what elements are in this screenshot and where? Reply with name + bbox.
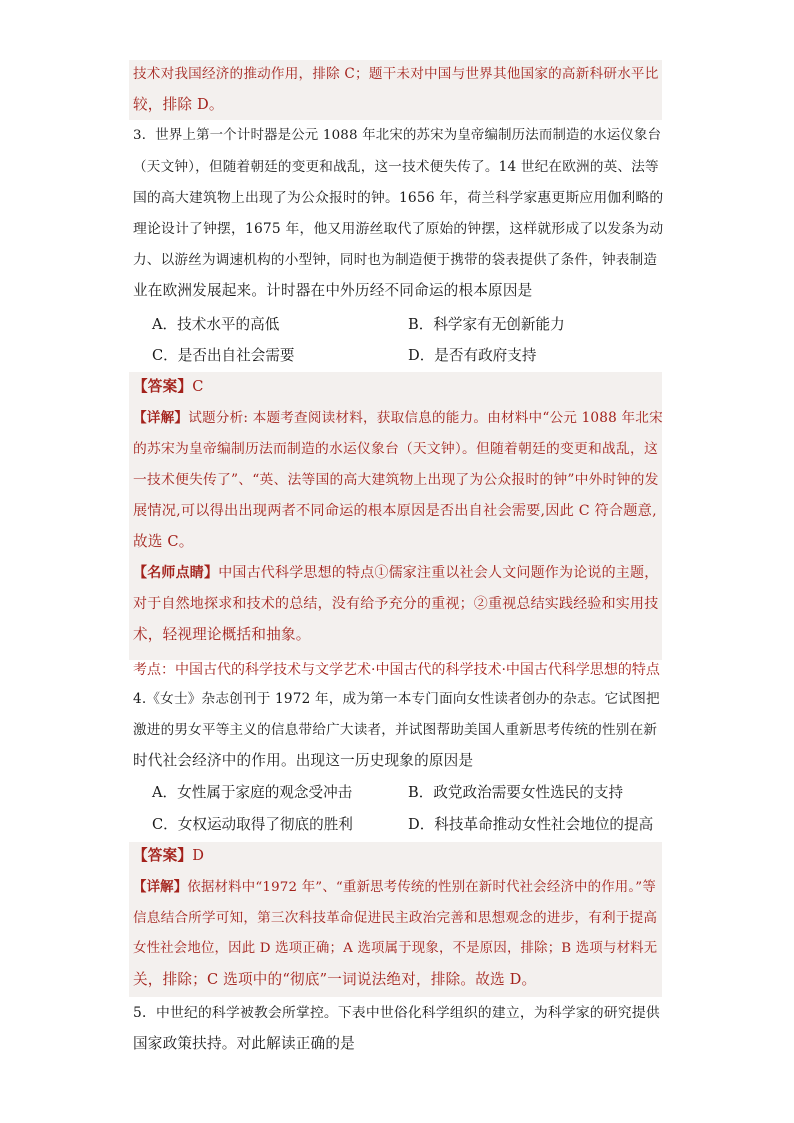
- q3-stem-line-4: 理论设计了钟摆，1675 年，他又用游丝取代了原始的钟摆，这样就形成了以发条为动: [133, 221, 664, 237]
- q3-detail-line-5: 故选 C。: [133, 533, 194, 550]
- q3-option-d: D．是否有政府支持: [408, 347, 537, 364]
- prev-answer-line-2: 较，排除 D。: [133, 96, 224, 113]
- prev-answer-line-1: 技术对我国经济的推动作用，排除 C；题干未对中国与世界其他国家的高新科研水平比: [133, 66, 659, 82]
- q3-tip-line-1: [133, 563, 661, 583]
- q3-detail-text-1: 试题分析: 本题考查阅读材料，获取信息的能力。由材料中“公元 1088 年北宋: [188, 410, 663, 426]
- q4-detail-line-4: 关，排除；C 选项中的“彻底”一词说法绝对，排除。故选 D。: [133, 971, 537, 988]
- q4-option-a: A．女性属于家庭的观念受冲击: [152, 784, 353, 801]
- q5-stem-line-2: 国家政策扶持。对此解读正确的是: [133, 1035, 355, 1052]
- q4-detail-line-3: 女性社会地位，因此 D 选项正确；A 选项属于现象，不是原因，排除；B 选项与材料无: [133, 941, 658, 956]
- q3-kaodian: 考点：中国古代的科学技术与文学艺术·中国古代的科学技术·中国古代科学思想的特点: [133, 662, 660, 678]
- q3-answer-value: C: [192, 378, 204, 395]
- q3-detail-line-1: [133, 408, 661, 428]
- q4-stem-line-1: 4.《女士》杂志创刊于 1972 年，成为第一本专门面向女性读者创办的杂志。它试图把: [133, 691, 660, 707]
- q3-detail-line-4: 展情况,可以得出出现两者不同命运的根本原因是否出自社会需要,因此 C 符合题意,: [133, 503, 657, 519]
- q3-answer-label: 【答案】: [133, 378, 193, 395]
- q3-stem-line-1: 3．世界上第一个计时器是公元 1088 年北宋的苏宋为皇帝编制历法而制造的水运仪象台: [133, 128, 662, 143]
- q3-detail-line-3: 一技术便失传了”、“英、法等国的高大建筑物上出现了为公众报时的钟”中外时钟的发: [133, 472, 659, 488]
- q4-option-b: B．政党政治需要女性选民的支持: [408, 784, 624, 801]
- q4-stem-line-2: 激进的男女平等主义的信息带给广大读者，并试图帮助美国人重新思考传统的性别在新: [133, 722, 658, 738]
- q3-stem-line-6: 业在欧洲发展起来。计时器在中外历经不同命运的根本原因是: [133, 282, 533, 299]
- q3-tip-text-1: 中国古代科学思想的特点①儒家注重以社会人文问题作为论说的主题，: [218, 565, 659, 581]
- q3-stem-line-2: （天文钟），但随着朝廷的变更和战乱，这一技术便失传了。14 世纪在欧洲的英、法等: [133, 159, 659, 175]
- q4-detail-line-1: [133, 877, 661, 898]
- q4-stem-line-3: 时代社会经济中的作用。出现这一历史现象的原因是: [133, 752, 474, 769]
- q3-option-c: C．是否出自社会需要: [152, 347, 295, 364]
- q4-detail-label: 【详解】: [133, 879, 188, 895]
- q4-option-c: C．女权运动取得了彻底的胜利: [152, 816, 353, 833]
- q3-detail-line-2: 的苏宋为皇帝编制历法而制造的水运仪象台（天文钟）。但随着朝廷的变更和战乱，这: [133, 441, 658, 457]
- q4-answer-value: D: [192, 847, 205, 864]
- q3-tip-line-3: 术，轻视理论概括和抽象。: [133, 626, 311, 643]
- q5-stem-line-1: 5．中世纪的科学被教会所掌控。下表中世俗化科学组织的建立，为科学家的研究提供: [133, 1005, 660, 1021]
- q3-stem-line-5: 力、以游丝为调速机构的小型钟，同时也为制造便于携带的袋表提供了条件，钟表制造: [133, 252, 658, 268]
- q4-option-d: D．科技革命推动女性社会地位的提高: [408, 816, 654, 833]
- q4-answer: [133, 846, 661, 866]
- q3-tip-label: 【名师点睛】: [133, 565, 219, 581]
- q3-detail-label: 【详解】: [133, 410, 189, 426]
- q3-option-b: B．科学家有无创新能力: [408, 316, 565, 333]
- q3-stem-line-3: 国的高大建筑物上出现了为公众报时的钟。1656 年，荷兰科学家惠更斯应用伽利略的: [133, 190, 664, 206]
- q4-detail-text-1: 依据材料中“1972 年”、“重新思考传统的性别在新时代社会经济中的作用。”等: [187, 880, 656, 895]
- q3-tip-line-2: 对于自然地探求和技术的总结，没有给予充分的重视；②重视总结实践经验和实用技: [133, 596, 659, 612]
- q4-detail-line-2: 信息结合所学可知，第三次科技革命促进民主政治完善和思想观念的进步，有利于提高: [133, 910, 658, 926]
- q4-answer-label: 【答案】: [133, 847, 193, 864]
- q3-option-a: A．技术水平的高低: [152, 316, 280, 333]
- q3-answer: [133, 377, 661, 397]
